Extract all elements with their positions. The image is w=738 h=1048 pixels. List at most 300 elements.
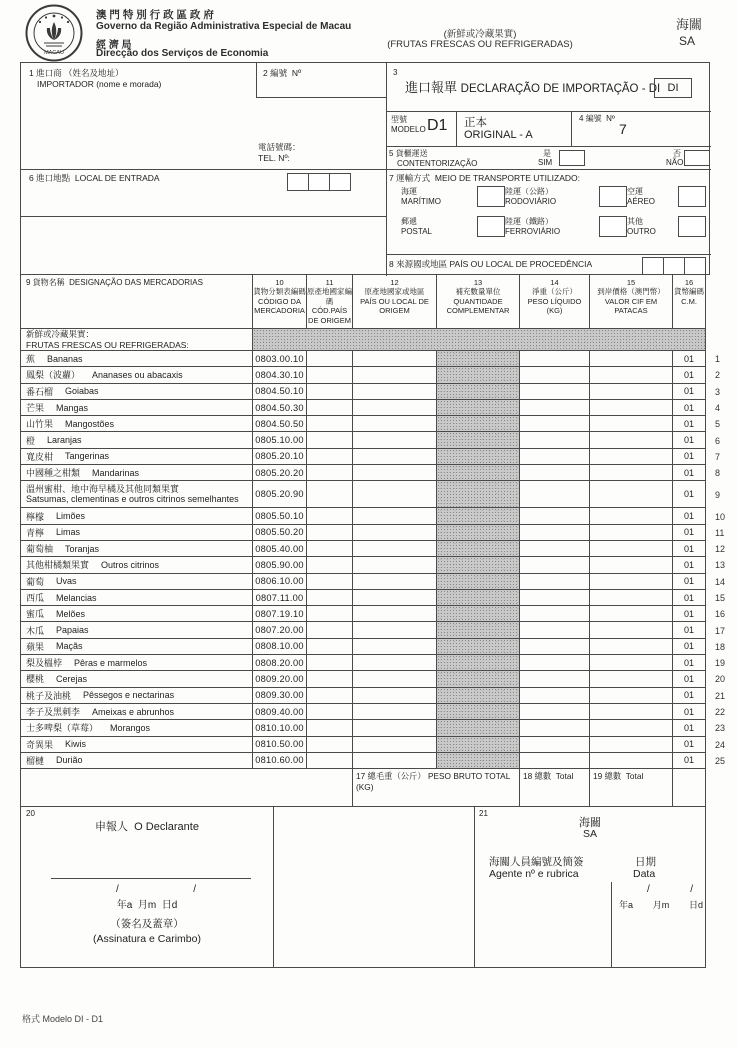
- goods-code: 0804.30.10: [253, 367, 307, 383]
- origin-place-cell[interactable]: [353, 400, 437, 416]
- origin-code-cell[interactable]: [307, 367, 353, 383]
- origin-code-cell[interactable]: [307, 688, 353, 704]
- net-weight-cell[interactable]: [520, 720, 590, 736]
- origin-place-cell[interactable]: [353, 753, 437, 769]
- origin-place-cell[interactable]: [353, 655, 437, 671]
- row-number: 13: [715, 560, 726, 571]
- importer-input-area[interactable]: [29, 91, 249, 161]
- row-number: 8: [715, 468, 721, 479]
- form-upper-section: [20, 62, 710, 275]
- signature-stamp-label-pt: (Assinatura e Carimbo): [93, 933, 201, 945]
- goods-code: 0805.40.00: [253, 541, 307, 557]
- table-row: [20, 574, 736, 590]
- customs-box-label-pt: SA: [582, 828, 597, 840]
- goods-name-zh: 蜜瓜: [26, 609, 45, 620]
- cif-value-cell[interactable]: [590, 525, 673, 541]
- goods-name-pt: Ananases ou abacaxis: [92, 369, 183, 380]
- table-row: [20, 720, 736, 736]
- origin-code-cell[interactable]: [307, 508, 353, 524]
- origin-place-cell[interactable]: [353, 737, 437, 753]
- net-weight-cell[interactable]: [520, 525, 590, 541]
- row-number: 24: [715, 739, 726, 750]
- goods-name-pt: Laranjas: [47, 435, 82, 446]
- goods-name-zh: 葡萄: [26, 576, 45, 587]
- declarant-label: 申報人 O Declarante: [95, 821, 199, 833]
- currency-code: 01: [673, 416, 706, 432]
- net-weight-cell[interactable]: [520, 753, 590, 769]
- currency-code: 01: [673, 541, 706, 557]
- quantity-cell-shaded: [437, 525, 520, 541]
- origin-place-cell[interactable]: [353, 465, 437, 481]
- goods-name-pt: Kiwis: [65, 739, 87, 750]
- cif-value-cell[interactable]: [590, 432, 673, 448]
- net-weight-cell[interactable]: [520, 737, 590, 753]
- cif-value-cell[interactable]: [590, 688, 673, 704]
- quantity-cell-shaded: [437, 606, 520, 622]
- goods-code: 0809.30.00: [253, 688, 307, 704]
- net-weight-cell[interactable]: [520, 367, 590, 383]
- origin-country-code-input[interactable]: [643, 257, 706, 275]
- origin-place-cell[interactable]: [353, 590, 437, 606]
- quantity-cell-shaded: [437, 481, 520, 508]
- goods-code: 0809.40.00: [253, 704, 307, 720]
- table-row: [20, 753, 736, 769]
- row-number: 14: [715, 576, 726, 587]
- origin-code-cell[interactable]: [307, 525, 353, 541]
- goods-description: [20, 367, 253, 383]
- currency-code: 01: [673, 432, 706, 448]
- table-row: [20, 416, 736, 432]
- table-row: [20, 622, 736, 638]
- transport-option: [627, 186, 706, 207]
- origin-place-cell[interactable]: [353, 351, 437, 367]
- goods-name-pt: Papaias: [56, 625, 89, 636]
- number-4-value: 7: [619, 121, 627, 137]
- quantity-cell-shaded: [437, 432, 520, 448]
- goods-code: 0808.20.00: [253, 655, 307, 671]
- declarant-date-slashes: / /: [116, 884, 196, 895]
- origin-place-cell[interactable]: [353, 704, 437, 720]
- origin-place-cell[interactable]: [353, 622, 437, 638]
- table-row: [20, 384, 736, 400]
- currency-code: 01: [673, 753, 706, 769]
- currency-code: 01: [673, 737, 706, 753]
- row-number: 20: [715, 674, 726, 685]
- goods-name-pt: Outros citrinos: [101, 559, 160, 570]
- goods-description: [20, 400, 253, 416]
- quantity-cell-shaded: [437, 351, 520, 367]
- goods-name-pt: Maçãs: [56, 641, 83, 652]
- currency-code: 01: [673, 525, 706, 541]
- entry-place-code-input[interactable]: [288, 173, 351, 191]
- cif-value-cell[interactable]: [590, 639, 673, 655]
- currency-code: 01: [673, 481, 706, 508]
- origin-place-cell[interactable]: [353, 606, 437, 622]
- origin-place-cell[interactable]: [353, 525, 437, 541]
- goods-table: [20, 275, 736, 807]
- origin-code-cell[interactable]: [307, 541, 353, 557]
- declaration-title-zh: 進口報單: [405, 80, 458, 95]
- net-weight-cell[interactable]: [520, 541, 590, 557]
- quantity-cell-shaded: [437, 671, 520, 687]
- origin-code-cell[interactable]: [307, 639, 353, 655]
- net-weight-cell[interactable]: [520, 557, 590, 573]
- goods-code: 0805.90.00: [253, 557, 307, 573]
- net-weight-cell[interactable]: [520, 416, 590, 432]
- net-weight-cell[interactable]: [520, 622, 590, 638]
- origin-place-cell[interactable]: [353, 508, 437, 524]
- goods-name-zh: 奇異果: [26, 739, 54, 750]
- origin-code-cell[interactable]: [307, 432, 353, 448]
- origin-place-cell[interactable]: [353, 574, 437, 590]
- net-weight-cell[interactable]: [520, 655, 590, 671]
- transport-option-checkbox[interactable]: [678, 186, 706, 207]
- goods-code: 0810.50.00: [253, 737, 307, 753]
- quantity-cell-shaded: [437, 449, 520, 465]
- cif-value-cell[interactable]: [590, 655, 673, 671]
- signature-line[interactable]: [51, 878, 251, 879]
- quantity-cell-shaded: [437, 400, 520, 416]
- transport-option-checkbox[interactable]: [477, 186, 505, 207]
- table-row: [20, 688, 736, 704]
- goods-name-pt: Bananas: [47, 353, 83, 364]
- currency-code: 01: [673, 400, 706, 416]
- goods-name-pt: Durião: [56, 755, 83, 766]
- transport-option: [401, 186, 505, 207]
- product-type-zh: (新鮮或冷藏果實): [443, 29, 517, 40]
- goods-code: 0804.50.30: [253, 400, 307, 416]
- model-label-pt: MODELO: [391, 125, 426, 134]
- cif-value-cell[interactable]: [590, 590, 673, 606]
- transport-option: [401, 216, 505, 237]
- quantity-cell-shaded: [437, 720, 520, 736]
- goods-name-zh: 其他柑橘類果實: [26, 560, 90, 571]
- nao-label-pt: NÃO: [666, 158, 684, 167]
- cif-value-cell[interactable]: [590, 367, 673, 383]
- table-row: [20, 481, 736, 508]
- goods-code: 0805.50.20: [253, 525, 307, 541]
- cif-value-cell[interactable]: [590, 416, 673, 432]
- sim-checkbox[interactable]: [559, 150, 585, 166]
- goods-name-zh: 蕉: [26, 354, 36, 365]
- row-number: 9: [715, 489, 721, 500]
- cif-value-cell[interactable]: [590, 704, 673, 720]
- declaration-number: 3: [393, 68, 398, 77]
- net-weight-cell[interactable]: [520, 481, 590, 508]
- goods-name-zh: 青檸: [26, 527, 45, 538]
- currency-code: 01: [673, 655, 706, 671]
- net-weight-cell[interactable]: [520, 590, 590, 606]
- net-weight-cell[interactable]: [520, 574, 590, 590]
- row-number: 19: [715, 658, 726, 669]
- currency-code: 01: [673, 351, 706, 367]
- col13-header: 13 補充數量單位 QUANTIDADE COMPLEMENTAR: [437, 275, 520, 329]
- currency-code: 01: [673, 574, 706, 590]
- customs-box-label-zh: 海關: [579, 817, 601, 829]
- agent-label-zh: 海關人員編號及簡簽: [489, 856, 584, 868]
- origin-place-cell[interactable]: [353, 720, 437, 736]
- net-weight-cell[interactable]: [520, 384, 590, 400]
- goods-description: [20, 655, 253, 671]
- goods-code: 0803.00.10: [253, 351, 307, 367]
- cif-value-cell[interactable]: [590, 541, 673, 557]
- table-row: [20, 367, 736, 383]
- date-label-zh: 日期: [635, 856, 656, 868]
- origin-place-cell[interactable]: [353, 639, 437, 655]
- goods-name-pt: Tangerinas: [65, 451, 110, 462]
- net-weight-cell[interactable]: [520, 400, 590, 416]
- row-number: 25: [715, 755, 726, 766]
- origin-place-cell[interactable]: [353, 688, 437, 704]
- origin-country-label: 8 來源國或地區 PAÍS OU LOCAL DE PROCEDÊNCIA: [389, 259, 593, 269]
- goods-name-zh: 李子及黑刺李: [26, 707, 81, 718]
- table-row: [20, 525, 736, 541]
- col14-header: 14 淨重（公斤） PESO LÍQUIDO (KG): [520, 275, 590, 329]
- goods-code: 0804.50.50: [253, 416, 307, 432]
- quantity-cell-shaded: [437, 367, 520, 383]
- cif-value-cell[interactable]: [590, 351, 673, 367]
- quantity-cell-shaded: [437, 622, 520, 638]
- origin-place-cell[interactable]: [353, 541, 437, 557]
- goods-name-zh: 桃子及油桃: [26, 690, 72, 701]
- row-number: 5: [715, 419, 721, 430]
- cif-value-cell[interactable]: [590, 465, 673, 481]
- goods-code: 0807.11.00: [253, 590, 307, 606]
- col15-header: 15 到岸價格（澳門幣） VALOR CIF EM PATACAS: [590, 275, 673, 329]
- net-weight-cell[interactable]: [520, 351, 590, 367]
- origin-code-cell[interactable]: [307, 590, 353, 606]
- cif-value-cell[interactable]: [590, 622, 673, 638]
- sim-label-pt: SIM: [538, 158, 553, 167]
- row-number: 11: [715, 527, 725, 538]
- goods-name-zh: 櫻桃: [26, 674, 45, 685]
- model-value: D1: [427, 117, 448, 134]
- declaration-title-pt: DECLARAÇÃO DE IMPORTAÇÃO - DI: [460, 83, 661, 95]
- goods-name-pt: Satsumas, clementinas e outros citrinos semelhantes: [26, 494, 239, 505]
- net-weight-cell[interactable]: [520, 508, 590, 524]
- row-number: 10: [715, 511, 726, 522]
- table-row: [20, 465, 736, 481]
- origin-code-cell[interactable]: [307, 481, 353, 508]
- cif-value-cell[interactable]: [590, 449, 673, 465]
- transport-option-checkbox[interactable]: [599, 216, 627, 237]
- nao-checkbox[interactable]: [684, 150, 710, 166]
- goods-name-pt: Ameixas e abrunhos: [92, 706, 175, 717]
- macau-government-seal-icon: [25, 4, 83, 62]
- container-label-pt: CONTENTORIZAÇÃO: [397, 159, 478, 168]
- goods-name-zh: 中國種之柑類: [26, 468, 81, 479]
- origin-place-cell[interactable]: [353, 481, 437, 508]
- declarant-box-number: 20: [26, 809, 35, 818]
- cif-value-cell[interactable]: [590, 574, 673, 590]
- goods-name-pt: Toranjas: [65, 543, 100, 554]
- quantity-cell-shaded: [437, 590, 520, 606]
- transport-option-checkbox[interactable]: [477, 216, 505, 237]
- goods-description: [20, 671, 253, 687]
- goods-name-zh: 檸檬: [26, 511, 45, 522]
- currency-code: 01: [673, 639, 706, 655]
- number-2-input[interactable]: [263, 79, 381, 95]
- table-body: [20, 351, 736, 769]
- quantity-cell-shaded: [437, 557, 520, 573]
- goods-name-zh: 蘋果: [26, 641, 45, 652]
- quantity-cell-shaded: [437, 416, 520, 432]
- cif-value-cell[interactable]: [590, 671, 673, 687]
- table-row: [20, 557, 736, 573]
- origin-code-cell[interactable]: [307, 704, 353, 720]
- transport-option: [627, 216, 706, 237]
- quantity-cell-shaded: [437, 574, 520, 590]
- origin-code-cell[interactable]: [307, 400, 353, 416]
- origin-code-cell[interactable]: [307, 737, 353, 753]
- quantity-cell-shaded: [437, 508, 520, 524]
- net-weight-cell[interactable]: [520, 688, 590, 704]
- transport-option-label: 海運 MARÍTIMO: [401, 187, 441, 206]
- cif-value-cell[interactable]: [590, 384, 673, 400]
- col12-header: 12 原產地國家或地區 PAÍS OU LOCAL DE ORIGEM: [353, 275, 437, 329]
- goods-description: [20, 557, 253, 573]
- col10-header: 10 貨物分類表編碼 CÓDIGO DA MERCADORIA: [253, 275, 307, 329]
- entry-place-label: 6 進口地點 LOCAL DE ENTRADA: [29, 173, 160, 183]
- goods-code: 0804.50.10: [253, 384, 307, 400]
- net-weight-cell[interactable]: [520, 449, 590, 465]
- origin-place-cell[interactable]: [353, 449, 437, 465]
- origin-code-cell[interactable]: [307, 449, 353, 465]
- bottom-middle-cell: [274, 806, 475, 967]
- origin-place-cell[interactable]: [353, 384, 437, 400]
- goods-description: [20, 525, 253, 541]
- telephone-label-zh: 電話號碼：: [258, 142, 301, 152]
- goods-description: [20, 384, 253, 400]
- origin-place-cell[interactable]: [353, 432, 437, 448]
- goods-name-zh: 溫州蜜柑、地中海早橘及其他同類果實: [26, 483, 180, 494]
- origin-code-cell[interactable]: [307, 655, 353, 671]
- net-weight-cell[interactable]: [520, 639, 590, 655]
- cif-value-cell[interactable]: [590, 557, 673, 573]
- goods-name-zh: 西瓜: [26, 593, 45, 603]
- cif-value-cell[interactable]: [590, 720, 673, 736]
- goods-code: 0808.10.00: [253, 639, 307, 655]
- customs-label-zh: 海關: [676, 17, 703, 32]
- origin-code-cell[interactable]: [307, 416, 353, 432]
- origin-code-cell[interactable]: [307, 671, 353, 687]
- row-number: 23: [715, 723, 726, 734]
- table-row: [20, 351, 736, 367]
- goods-code: 0805.20.90: [253, 481, 307, 508]
- net-weight-cell[interactable]: [520, 704, 590, 720]
- goods-description: [20, 590, 253, 606]
- col9-header: 9 貨物名稱 DESIGNAÇÃO DAS MERCADORIAS: [20, 275, 253, 329]
- currency-code: 01: [673, 367, 706, 383]
- transport-label: 7 運輸方式 MEIO DE TRANSPORTE UTILIZADO:: [389, 173, 581, 183]
- cif-value-cell[interactable]: [590, 400, 673, 416]
- origin-code-cell[interactable]: [307, 351, 353, 367]
- goods-name-pt: Mandarinas: [92, 467, 140, 478]
- department-name-pt: Direcção dos Serviços de Economia: [96, 48, 269, 59]
- goods-name-zh: 葡萄柚: [26, 544, 54, 555]
- transport-option-label: 郵遞 POSTAL: [401, 217, 432, 236]
- goods-name-zh: 木瓜: [26, 625, 45, 636]
- currency-code: 01: [673, 671, 706, 687]
- sim-label-zh: 是: [543, 149, 551, 158]
- table-row: [20, 400, 736, 416]
- cif-value-cell[interactable]: [590, 737, 673, 753]
- customs-date-labels: 年a 月m 日d: [619, 900, 703, 910]
- row-number: 1: [715, 354, 721, 365]
- telephone-label-pt: TEL. Nº:: [258, 153, 290, 163]
- table-row: [20, 432, 736, 448]
- goods-name-pt: Morangos: [110, 722, 151, 733]
- original-label-zh: 正本: [464, 117, 487, 129]
- origin-place-cell[interactable]: [353, 367, 437, 383]
- origin-code-cell[interactable]: [307, 574, 353, 590]
- quantity-cell-shaded: [437, 465, 520, 481]
- net-weight-cell[interactable]: [520, 606, 590, 622]
- goods-code: 0810.60.00: [253, 753, 307, 769]
- goods-code: 0805.20.20: [253, 465, 307, 481]
- form-bottom-section: [20, 806, 706, 968]
- row-number: 4: [715, 403, 721, 414]
- seal-caption: MACAU: [44, 50, 64, 56]
- origin-code-cell[interactable]: [307, 720, 353, 736]
- goods-description: [20, 351, 253, 367]
- cif-value-cell[interactable]: [590, 481, 673, 508]
- di-badge: DI: [654, 78, 692, 98]
- origin-code-cell[interactable]: [307, 606, 353, 622]
- table-row: [20, 606, 736, 622]
- cif-value-cell[interactable]: [590, 753, 673, 769]
- goods-code: 0805.20.10: [253, 449, 307, 465]
- agent-label-pt: Agente nº e rubrica: [489, 868, 579, 880]
- goods-name-zh: 寬皮柑: [26, 451, 54, 462]
- goods-code: 0806.10.00: [253, 574, 307, 590]
- net-weight-cell[interactable]: [520, 432, 590, 448]
- goods-description: [20, 449, 253, 465]
- origin-code-cell[interactable]: [307, 384, 353, 400]
- goods-name-pt: Cerejas: [56, 673, 88, 684]
- origin-place-cell[interactable]: [353, 416, 437, 432]
- goods-name-pt: Melancias: [56, 592, 97, 603]
- goods-description: [20, 606, 253, 622]
- transport-options: [401, 186, 706, 237]
- quantity-cell-shaded: [437, 384, 520, 400]
- cif-value-cell[interactable]: [590, 606, 673, 622]
- transport-option-checkbox[interactable]: [599, 186, 627, 207]
- table-row: [20, 655, 736, 671]
- signature-stamp-label-zh: （簽名及蓋章）: [110, 918, 184, 930]
- origin-code-cell[interactable]: [307, 465, 353, 481]
- origin-code-cell[interactable]: [307, 622, 353, 638]
- origin-place-cell[interactable]: [353, 671, 437, 687]
- row-number: 16: [715, 609, 726, 620]
- nao-label-zh: 否: [673, 149, 681, 158]
- table-row: [20, 508, 736, 524]
- row-number: 18: [715, 641, 726, 652]
- transport-option-label: 陸運（鐵路） FERROVIÁRIO: [505, 217, 561, 236]
- transport-option-label: 其他 OUTRO: [627, 217, 656, 236]
- origin-code-cell[interactable]: [307, 753, 353, 769]
- cif-value-cell[interactable]: [590, 508, 673, 524]
- goods-name-zh: 番石榴: [26, 386, 54, 397]
- customs-label-pt: SA: [679, 34, 696, 48]
- transport-option-checkbox[interactable]: [678, 216, 706, 237]
- net-weight-cell[interactable]: [520, 465, 590, 481]
- goods-description: [20, 639, 253, 655]
- origin-place-cell[interactable]: [353, 557, 437, 573]
- net-weight-cell[interactable]: [520, 671, 590, 687]
- origin-code-cell[interactable]: [307, 557, 353, 573]
- transport-option-label: 陸運（公路） RODOVIÁRIO: [505, 187, 557, 206]
